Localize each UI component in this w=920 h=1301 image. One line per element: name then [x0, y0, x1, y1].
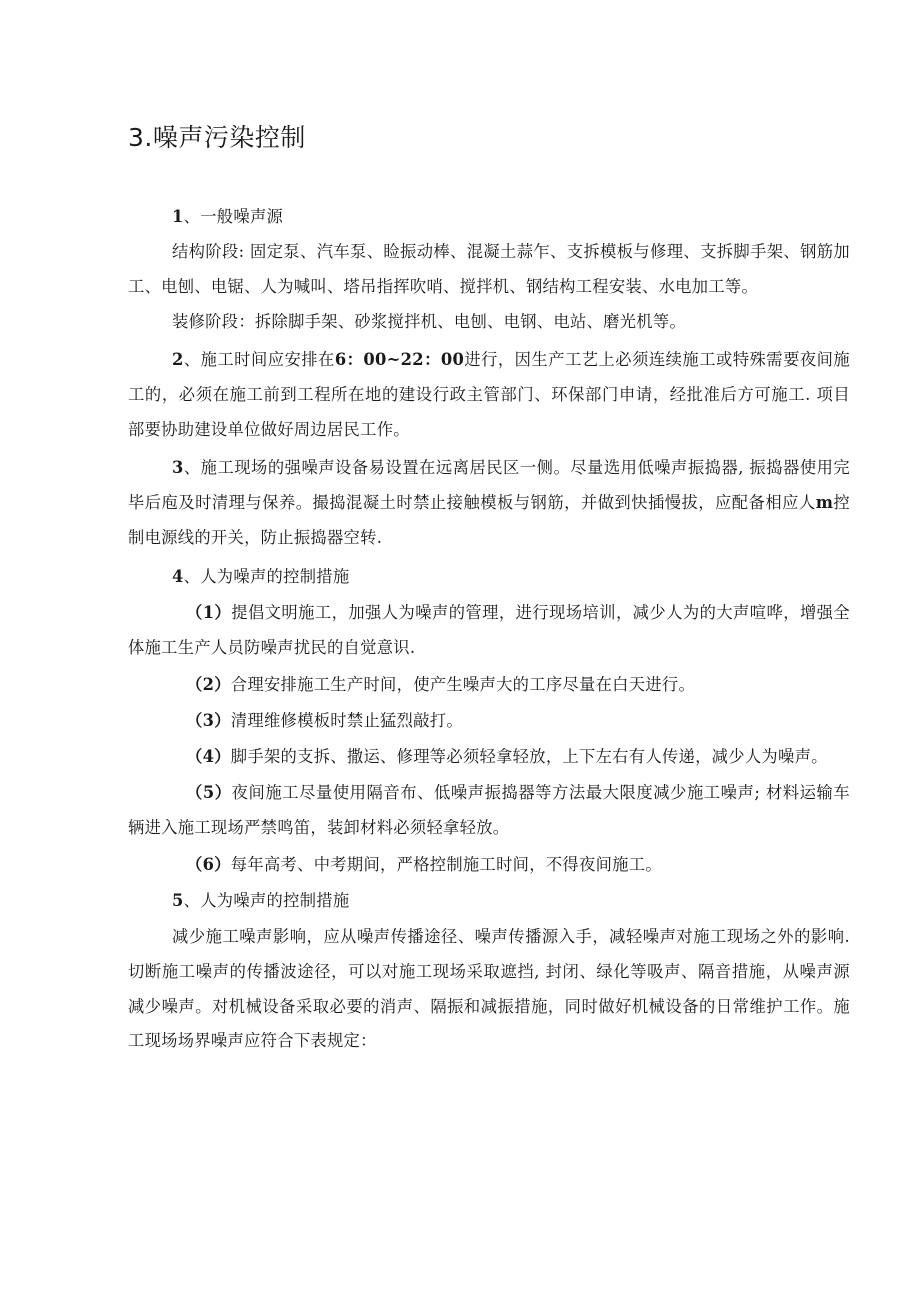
list-item-text: 合理安排施工生产时间，使产生噪声大的工序尽量在白天进行。 — [230, 675, 696, 694]
list-item — [128, 776, 850, 846]
section-4-title: 、人为噪声的控制措施 — [183, 567, 350, 586]
section-5-number: 5 — [172, 891, 184, 910]
list-item — [128, 704, 850, 739]
list-item-number: （6） — [186, 855, 231, 874]
section-5-heading — [128, 884, 850, 919]
work-hours: 6：00~22：00 — [334, 350, 465, 369]
section-1-title: 、一般噪声源 — [183, 207, 284, 226]
list-item-text: 清理维修模板时禁止猛烈敲打。 — [230, 711, 463, 730]
list-item-number: （5） — [186, 783, 232, 802]
section-5-title: 、人为噪声的控制措施 — [183, 891, 350, 910]
list-item-text: 夜间施工尽量使用隔音布、低噪声振捣器等方法最大限度减少施工噪声; 材料运输车辆进入施工现场严禁鸣笛，装卸材料必须轻拿轻放。 — [128, 783, 850, 837]
section-5-paragraph: 减少施工噪声影响，应从噪声传播途径、噪声传播源入手，减轻噪声对施工现场之外的影响. 切断施工噪声的传播波途径，可以对施工现场采取遮挡, 封闭、绿化等吸声、隔音措施，从噪声源减少噪声。对机械设备采取必要的消声、隔振和减振措施，同时做好机械设备的日常维护工作。施工现场场界噪声应符合下表规定： — [128, 927, 850, 1051]
section-3-text-a: 、施工现场的强噪声设备易设置在远离居民区一侧。尽量选用低噪声振捣器, 振捣器使用完毕后庖及时清理与保养。撮捣混凝土时禁止接触模板与钢筋，并做到快插慢拔，应配备相应人 — [128, 458, 850, 512]
section-1-decoration-paragraph: 装修阶段：拆除脚手架、砂浆搅拌机、电刨、电钢、电站、磨光机等。 — [172, 312, 687, 331]
list-item-number: （3） — [186, 711, 231, 730]
list-item-text: 提倡文明施工，加强人为噪声的管理，进行现场培训，减少人为的大声喧哗，增强全体施工生产人员防噪声扰民的自觉意识. — [128, 603, 850, 657]
section-2-paragraph — [128, 343, 850, 447]
list-item — [128, 596, 850, 666]
list-item — [128, 848, 850, 883]
section-1-heading — [128, 200, 850, 235]
section-2-number: 2 — [172, 350, 184, 369]
section-3-text-b: 控制电源线的开关，防止振捣器空转. — [128, 492, 850, 547]
section-3-m: m — [815, 492, 834, 512]
list-item-text: 脚手架的支拆、撒运、修理等必须轻拿轻放，上下左右有人传递，减少人为噪声。 — [230, 747, 828, 766]
section-4-heading — [128, 560, 850, 595]
list-item-number: （2） — [186, 675, 231, 694]
list-item — [128, 668, 850, 703]
section-2-text-b: 进行，因生产工艺上必须连续施工或特殊需要夜间施工的，必须在施工前到工程所在地的建设行政主管部门、环保部门申请，经批准后方可施工. 项目部要协助建设单位做好周边居民工作。 — [128, 350, 850, 439]
page-title: 3.噪声污染控制 — [128, 123, 306, 152]
list-item-text: 每年高考、中考期间，严格控制施工时间，不得夜间施工。 — [230, 855, 662, 874]
section-4-number: 4 — [172, 567, 184, 586]
section-2-text-a: 、施工时间应安排在 — [183, 350, 335, 369]
section-1-structure-paragraph: 结构阶段: 固定泵、汽车泵、睑振动棒、混凝土蒜乍、支拆模板与修理、支拆脚手架、钢筋加工、电刨、电锯、人为喊叫、塔吊指挥吹哨、搅拌机、钢结构工程安装、水电加工等。 — [128, 242, 850, 296]
list-item-number: （4） — [186, 747, 231, 766]
section-3-paragraph — [128, 451, 850, 555]
section-1-number: 1 — [172, 207, 184, 226]
list-item — [128, 740, 850, 775]
list-item-number: （1） — [186, 603, 232, 622]
section-3-number: 3 — [172, 458, 184, 477]
